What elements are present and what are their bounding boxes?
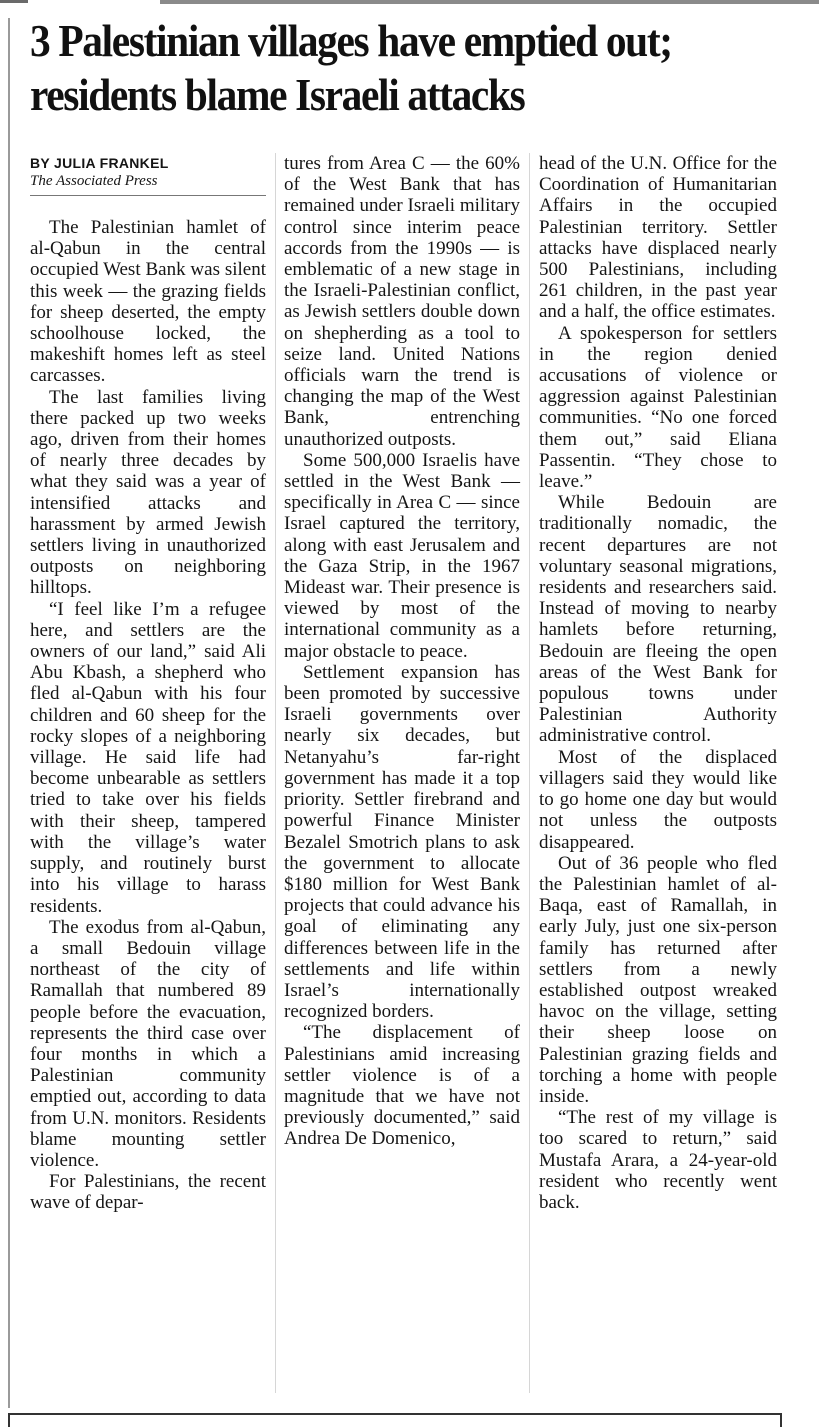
article-column-3 xyxy=(539,153,777,1213)
paragraph: Out of 36 people who fled the Palestinian hamlet of al-Baqa, east of Ramallah, in early July, just one six-person family has returned after settlers from a newly established outpost wreaked havoc on the village, setting their sheep loose on Palestinian grazing fields and torching a home with people inside. xyxy=(539,852,777,1107)
byline xyxy=(30,154,266,196)
paragraph: Most of the displaced villagers said they would like to go home one day but would not unless the outposts disappeared. xyxy=(539,746,777,853)
paragraph: Settlement expansion has been promoted by successive Israeli governments over nearly six decades, but Netanyahu’s far-right government has made it a top priority. Settler firebrand and powerful Finance Minister Bezalel Smotrich plans to ask the government to allocate $180 million for West Bank projects that could advance his goal of eliminating any differences between life in the settlements and life within Israel’s internationally recognized borders. xyxy=(284,661,520,1023)
column-divider xyxy=(275,153,276,1393)
column-divider xyxy=(529,153,530,1393)
byline-rule xyxy=(30,195,266,196)
top-rule xyxy=(160,0,819,4)
paragraph: “I feel like I’m a refugee here, and settlers are the owners of our land,” said Ali Abu Kbash, a shepherd who fled al-Qabun with his four children and 60 sheep for the rocky slopes of a neighboring village. He said life had become unbearable as settlers tried to take over his fields with their sheep, tampered with the village’s water supply, and routinely burst into his village to harass residents. xyxy=(30,598,266,917)
paragraph: Some 500,000 Israelis have settled in the West Bank — specifically in Area C — since Israel captured the territory, along with east Jerusalem and the Gaza Strip, in the 1967 Mideast war. Their presence is viewed by most of the international community as a major obstacle to peace. xyxy=(284,449,520,662)
byline-agency: The Associated Press xyxy=(30,173,158,189)
next-article-border xyxy=(8,1413,782,1427)
left-margin-rule xyxy=(8,18,10,1408)
paragraph: For Palestinians, the recent wave of depar- xyxy=(30,1171,266,1214)
top-left-rule xyxy=(0,0,28,3)
article-column-1 xyxy=(30,217,266,1214)
paragraph: The exodus from al-Qabun, a small Bedouin village northeast of the city of Ramallah that numbered 89 people before the evacuation, represents the third case over four months in which a Palestinian community emptied out, according to data from U.N. monitors. Residents blame mounting settler violence. xyxy=(30,916,266,1171)
paragraph: A spokesperson for settlers in the region denied accusations of violence or aggression against Palestinian communities. “No one forced them out,” said Eliana Passentin. “They chose to leave.” xyxy=(539,322,777,493)
paragraph: “The rest of my village is too scared to return,” said Mustafa Arara, a 24-year-old resident who recently went back. xyxy=(539,1107,777,1213)
paragraph: tures from Area C — the 60% of the West Bank that has remained under Israeli military control since interim peace accords from the 1990s — is emblematic of a new stage in the Israeli-Palestinian conflict, as Jewish settlers double down on shepherding as a tool to seize land. United Nations officials warn the trend is changing the map of the West Bank, entrenching unauthorized outposts. xyxy=(284,153,520,450)
paragraph: While Bedouin are traditionally nomadic, the recent departures are not voluntary seasonal migrations, residents and researchers said. Instead of moving to nearby hamlets before returning, Bedouin are fleeing the open areas of the West Bank for populous towns under Palestinian Authority administrative control. xyxy=(539,492,777,747)
paragraph: “The displacement of Palestinians amid increasing settler violence is of a magnitude that we have not previously documented,” said Andrea De Domenico, xyxy=(284,1022,520,1150)
paragraph: The Palestinian hamlet of al-Qabun in the central occupied West Bank was silent this week — the grazing fields for sheep deserted, the empty schoolhouse locked, the makeshift homes left as steel carcasses. xyxy=(30,217,266,387)
article-column-2 xyxy=(284,153,520,1150)
headline: 3 Palestinian villages have emptied out; residents blame Israeli attacks xyxy=(30,15,672,120)
paragraph: The last families living there packed up two weeks ago, driven from their homes of nearly three decades by what they said was a year of intensified attacks and harassment by armed Jewish settlers living in unauthorized outposts on neighboring hilltops. xyxy=(30,386,266,599)
byline-author: BY JULIA FRANKEL xyxy=(30,155,169,171)
paragraph: head of the U.N. Office for the Coordination of Humanitarian Affairs in the occupied Palestinian territory. Settler attacks have displaced nearly 500 Palestinians, including 261 children, in the past year and a half, the office estimates. xyxy=(539,153,777,323)
